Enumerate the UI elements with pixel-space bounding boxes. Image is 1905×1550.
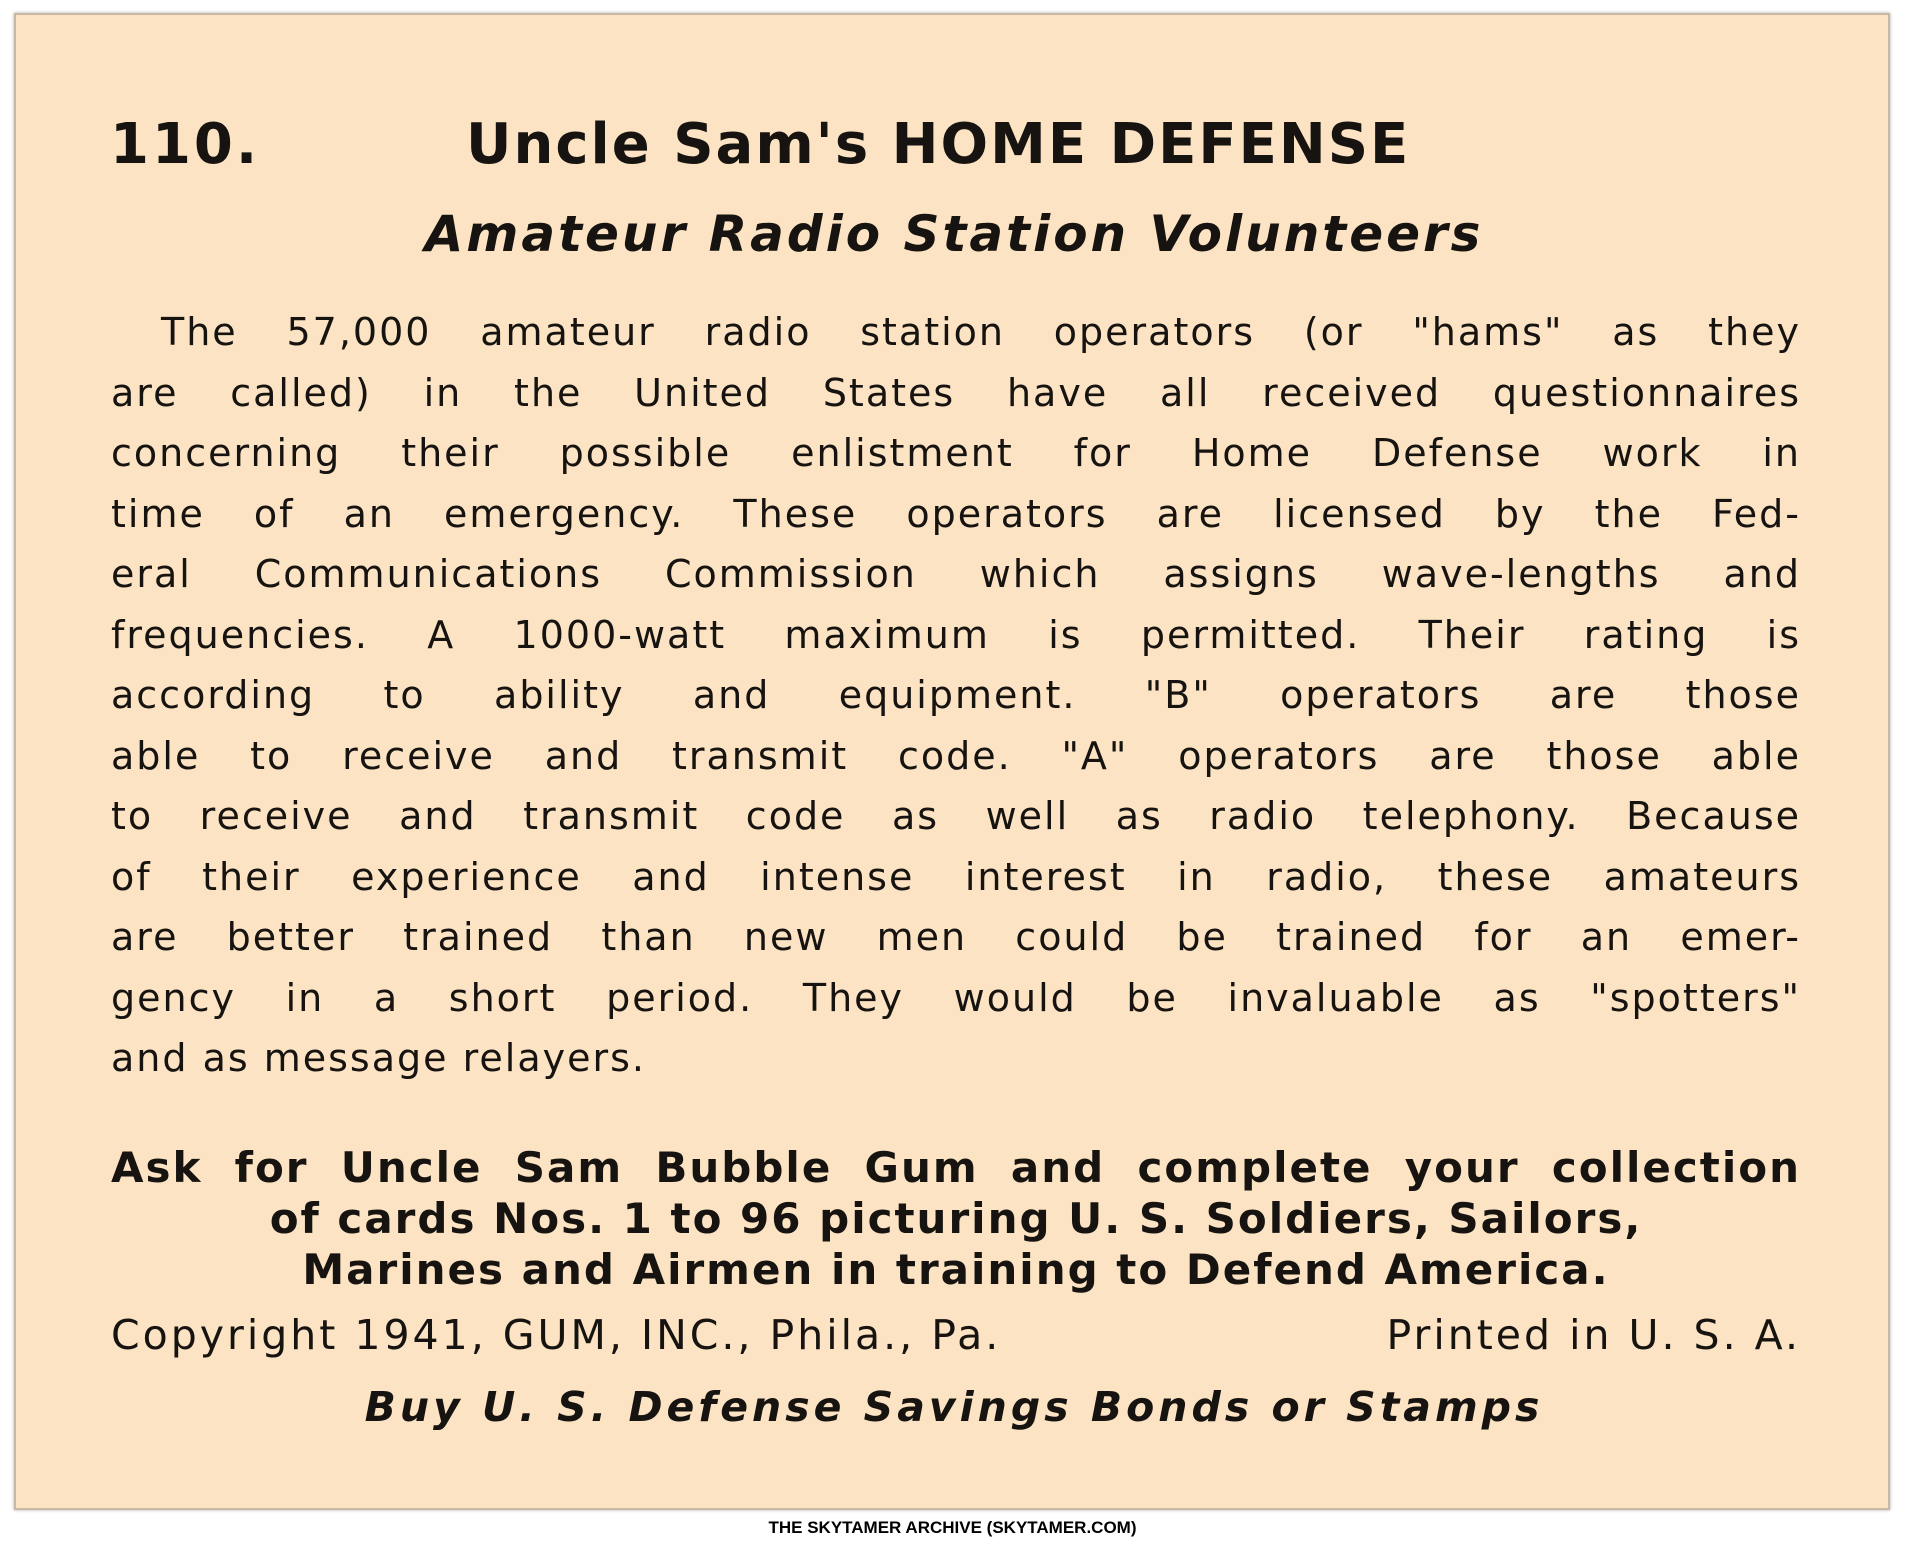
- description-line: of their experience and intense interest in radio, these amateurs: [111, 854, 1801, 899]
- card-description: [111, 302, 1801, 1089]
- copyright-line: [111, 1311, 1801, 1367]
- description-line: frequencies. A 1000-watt maximum is permitted. Their rating is: [111, 612, 1801, 657]
- card-subtitle: Amateur Radio Station Volunteers: [424, 205, 1484, 263]
- copyright-notice: Copyright 1941, GUM, INC., Phila., Pa.: [111, 1311, 1002, 1359]
- description-line: to receive and transmit code as well as radio telephony. Because: [111, 794, 1801, 838]
- collection-promo: [111, 1142, 1801, 1295]
- description-line: able to receive and transmit code. "A" operators are those able: [111, 733, 1801, 778]
- description-line: concerning their possible enlistment for Home Defense work in: [111, 431, 1801, 475]
- promo-line: Ask for Uncle Sam Bubble Gum and complete your collection: [111, 1143, 1801, 1192]
- card-title: Uncle Sam's HOME DEFENSE: [466, 112, 1411, 177]
- defense-bonds-slogan: Buy U. S. Defense Savings Bonds or Stamps: [364, 1383, 1544, 1431]
- description-line: are called) in the United States have all received questionnaires: [111, 370, 1801, 415]
- description-line: according to ability and equipment. "B" operators are those: [111, 673, 1801, 717]
- archive-credit: THE SKYTAMER ARCHIVE (SKYTAMER.COM): [768, 1518, 1137, 1537]
- trading-card-back: [14, 13, 1890, 1510]
- description-line: and as message relayers.: [111, 1036, 646, 1080]
- description-line: eral Communications Commission which assigns wave-lengths and: [111, 552, 1801, 596]
- card-number: 110.: [110, 112, 261, 177]
- description-line: time of an emergency. These operators are licensed by the Fed-: [111, 491, 1801, 536]
- description-line: gency in a short period. They would be invaluable as "spotters": [111, 975, 1801, 1020]
- description-line: The 57,000 amateur radio station operators (or "hams" as they: [161, 310, 1801, 354]
- promo-line: Marines and Airmen in training to Defend America.: [302, 1245, 1610, 1294]
- description-line: are better trained than new men could be trained for an emer-: [111, 915, 1801, 959]
- promo-line: of cards Nos. 1 to 96 picturing U. S. Soldiers, Sailors,: [269, 1194, 1643, 1243]
- printed-in-notice: Printed in U. S. A.: [1386, 1311, 1801, 1359]
